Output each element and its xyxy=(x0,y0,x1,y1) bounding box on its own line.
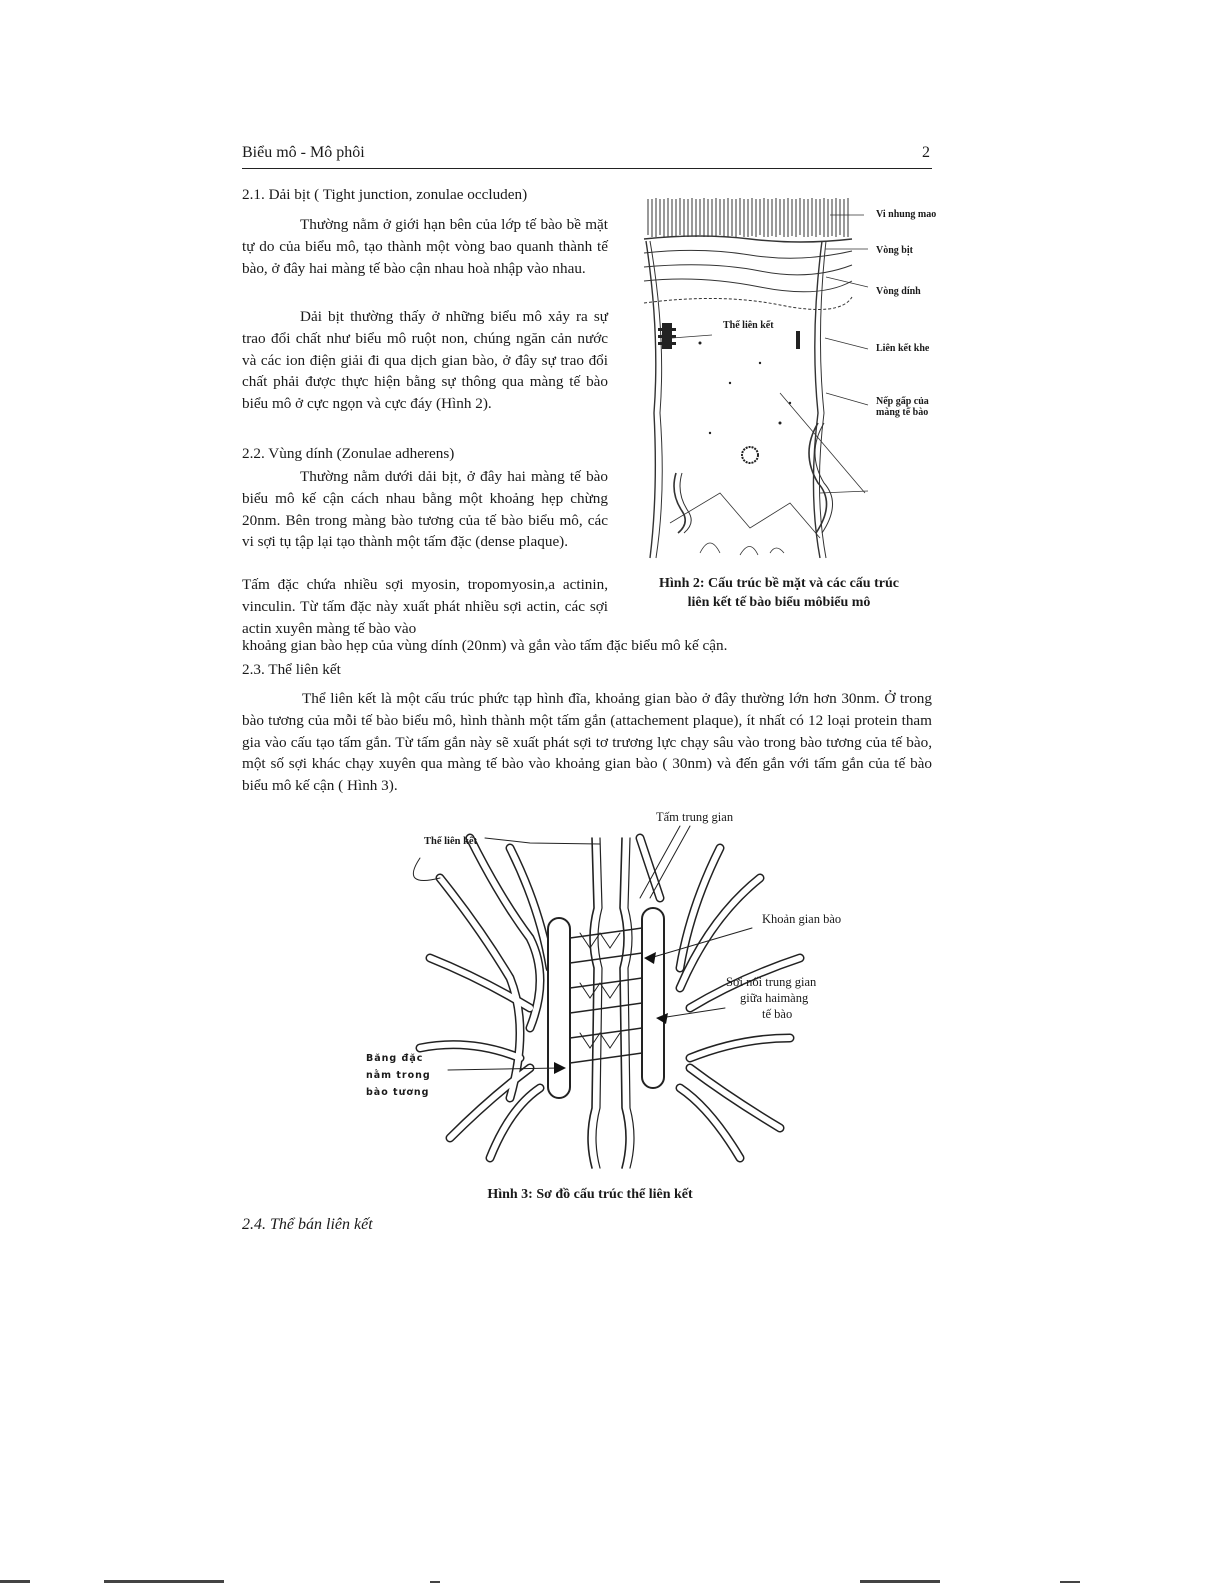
label-soi-noi-3: tế bào xyxy=(762,1007,793,1021)
label-soi-noi-2: giữa haimàng xyxy=(740,991,809,1005)
page-number: 2 xyxy=(922,144,930,161)
label-lien-ket-khe: Liên kết khe xyxy=(876,343,930,354)
section-2-3-para: Thể liên kết là một cấu trúc phức tạp hình đĩa, khoảng gian bào ở đây thường lớn hơn 30nm. Ở trong bào tương của mỗi tế bào biểu mô, hình thành một tấm gắn (attachement plaque), ít nhất có 12 loại protein tham gia vào cấu tạo tấm gắn. Từ tấm gắn này sẽ xuất phát sợi tơ trương lực chạy sâu vào trong bào tương của tế bào, một số sợi khác chạy xuyên qua màng tế bào vào khoảng gian bào ( 30nm) và đến gắn với tấm gắn của tế bào biểu mô kế cận ( Hình 3). xyxy=(242,690,932,795)
header-title: Biểu mô - Mô phôi xyxy=(242,144,365,161)
label-soi-noi-1: Sợi nối trung gian xyxy=(726,975,817,989)
label-vong-dinh: Vòng dính xyxy=(876,286,921,297)
section-2-4-heading: 2.4. Thể bán liên kết xyxy=(242,1216,373,1233)
figure-2-caption-line-1: Hình 2: Cấu trúc bề mặt và các cấu trúc xyxy=(659,576,899,591)
section-2-2-para-2a: Tấm đặc chứa nhiều sợi myosin, tropomyosin,a actinin, vinculin. Từ tấm đặc này xuất phát nhiều sợi actin, các sợi actin xuyên màng tế bào vào xyxy=(242,576,608,637)
section-2-1-heading: 2.1. Dải bịt ( Tight junction, zonulae occluden) xyxy=(242,186,528,203)
section-2-3-heading: 2.3. Thể liên kết xyxy=(242,661,341,678)
label-bang-dac-2: nằm trong xyxy=(366,1070,431,1081)
scan-edge-marks xyxy=(0,1572,1225,1585)
section-2-2-para-2b: khoảng gian bào hẹp của vùng dính (20nm) và gắn vào tấm đặc biểu mô kế cận. xyxy=(242,637,728,654)
figure-3-caption: Hình 3: Sơ đồ cấu trúc thể liên kết xyxy=(487,1187,693,1202)
section-2-1-para-2: Dải bịt thường thấy ở những biểu mô xảy ra sự trao đổi chất như biểu mô ruột non, chúng ngăn cản nước và các ion điện giải đi qua dịch gian bào, ở đây sự trao đổi chất phải được thực hiện bằng sự thông qua màng tế bào biểu mô ở cực ngọn và cực đáy (Hình 2). xyxy=(242,308,608,413)
section-2-1-para-1: Thường nằm ở giới hạn bên của lớp tế bào bề mặt tự do của biểu mô, tạo thành một vòng bao quanh thành tế bào, ở đây hai màng tế bào cận nhau hoà nhập vào nhau. xyxy=(242,216,608,277)
label-tam-trung-gian: Tấm trung gian xyxy=(656,810,734,824)
label-nep-gap-2: màng tế bào xyxy=(876,407,929,418)
label-bang-dac-3: bào tương xyxy=(366,1087,430,1098)
page-header xyxy=(242,144,932,169)
label-vong-bit: Vòng bịt xyxy=(876,245,913,256)
section-2-2-heading: 2.2. Vùng dính (Zonulae adherens) xyxy=(242,445,455,462)
label-bang-dac-1: Băng đặc xyxy=(366,1053,424,1064)
section-2-2-para-1: Thường nằm dưới dải bịt, ở đây hai màng tế bào biểu mô kế cận cách nhau bằng một khoảng hẹp chừng 20nm. Bên trong màng bào tương của tế bào biểu mô, các vi sợi tụ tập lại tạo thành một tấm đặc (dense plaque). xyxy=(242,468,608,551)
figure-3 xyxy=(360,808,880,1178)
label-the-lien-ket-fig2: Thể liên kết xyxy=(723,320,774,331)
figure-2 xyxy=(640,193,940,563)
figure-2-caption xyxy=(624,574,934,612)
label-nep-gap-1: Nếp gấp của xyxy=(876,396,929,407)
label-vi-nhung-mao: Vi nhung mao xyxy=(876,209,937,220)
label-the-lien-ket-fig3: Thể liên kết xyxy=(424,836,478,847)
figure-2-caption-line-2: liên kết tế bào biểu môbiểu mô xyxy=(687,595,871,610)
label-khoan-gian-bao: Khoản gian bào xyxy=(762,912,842,926)
